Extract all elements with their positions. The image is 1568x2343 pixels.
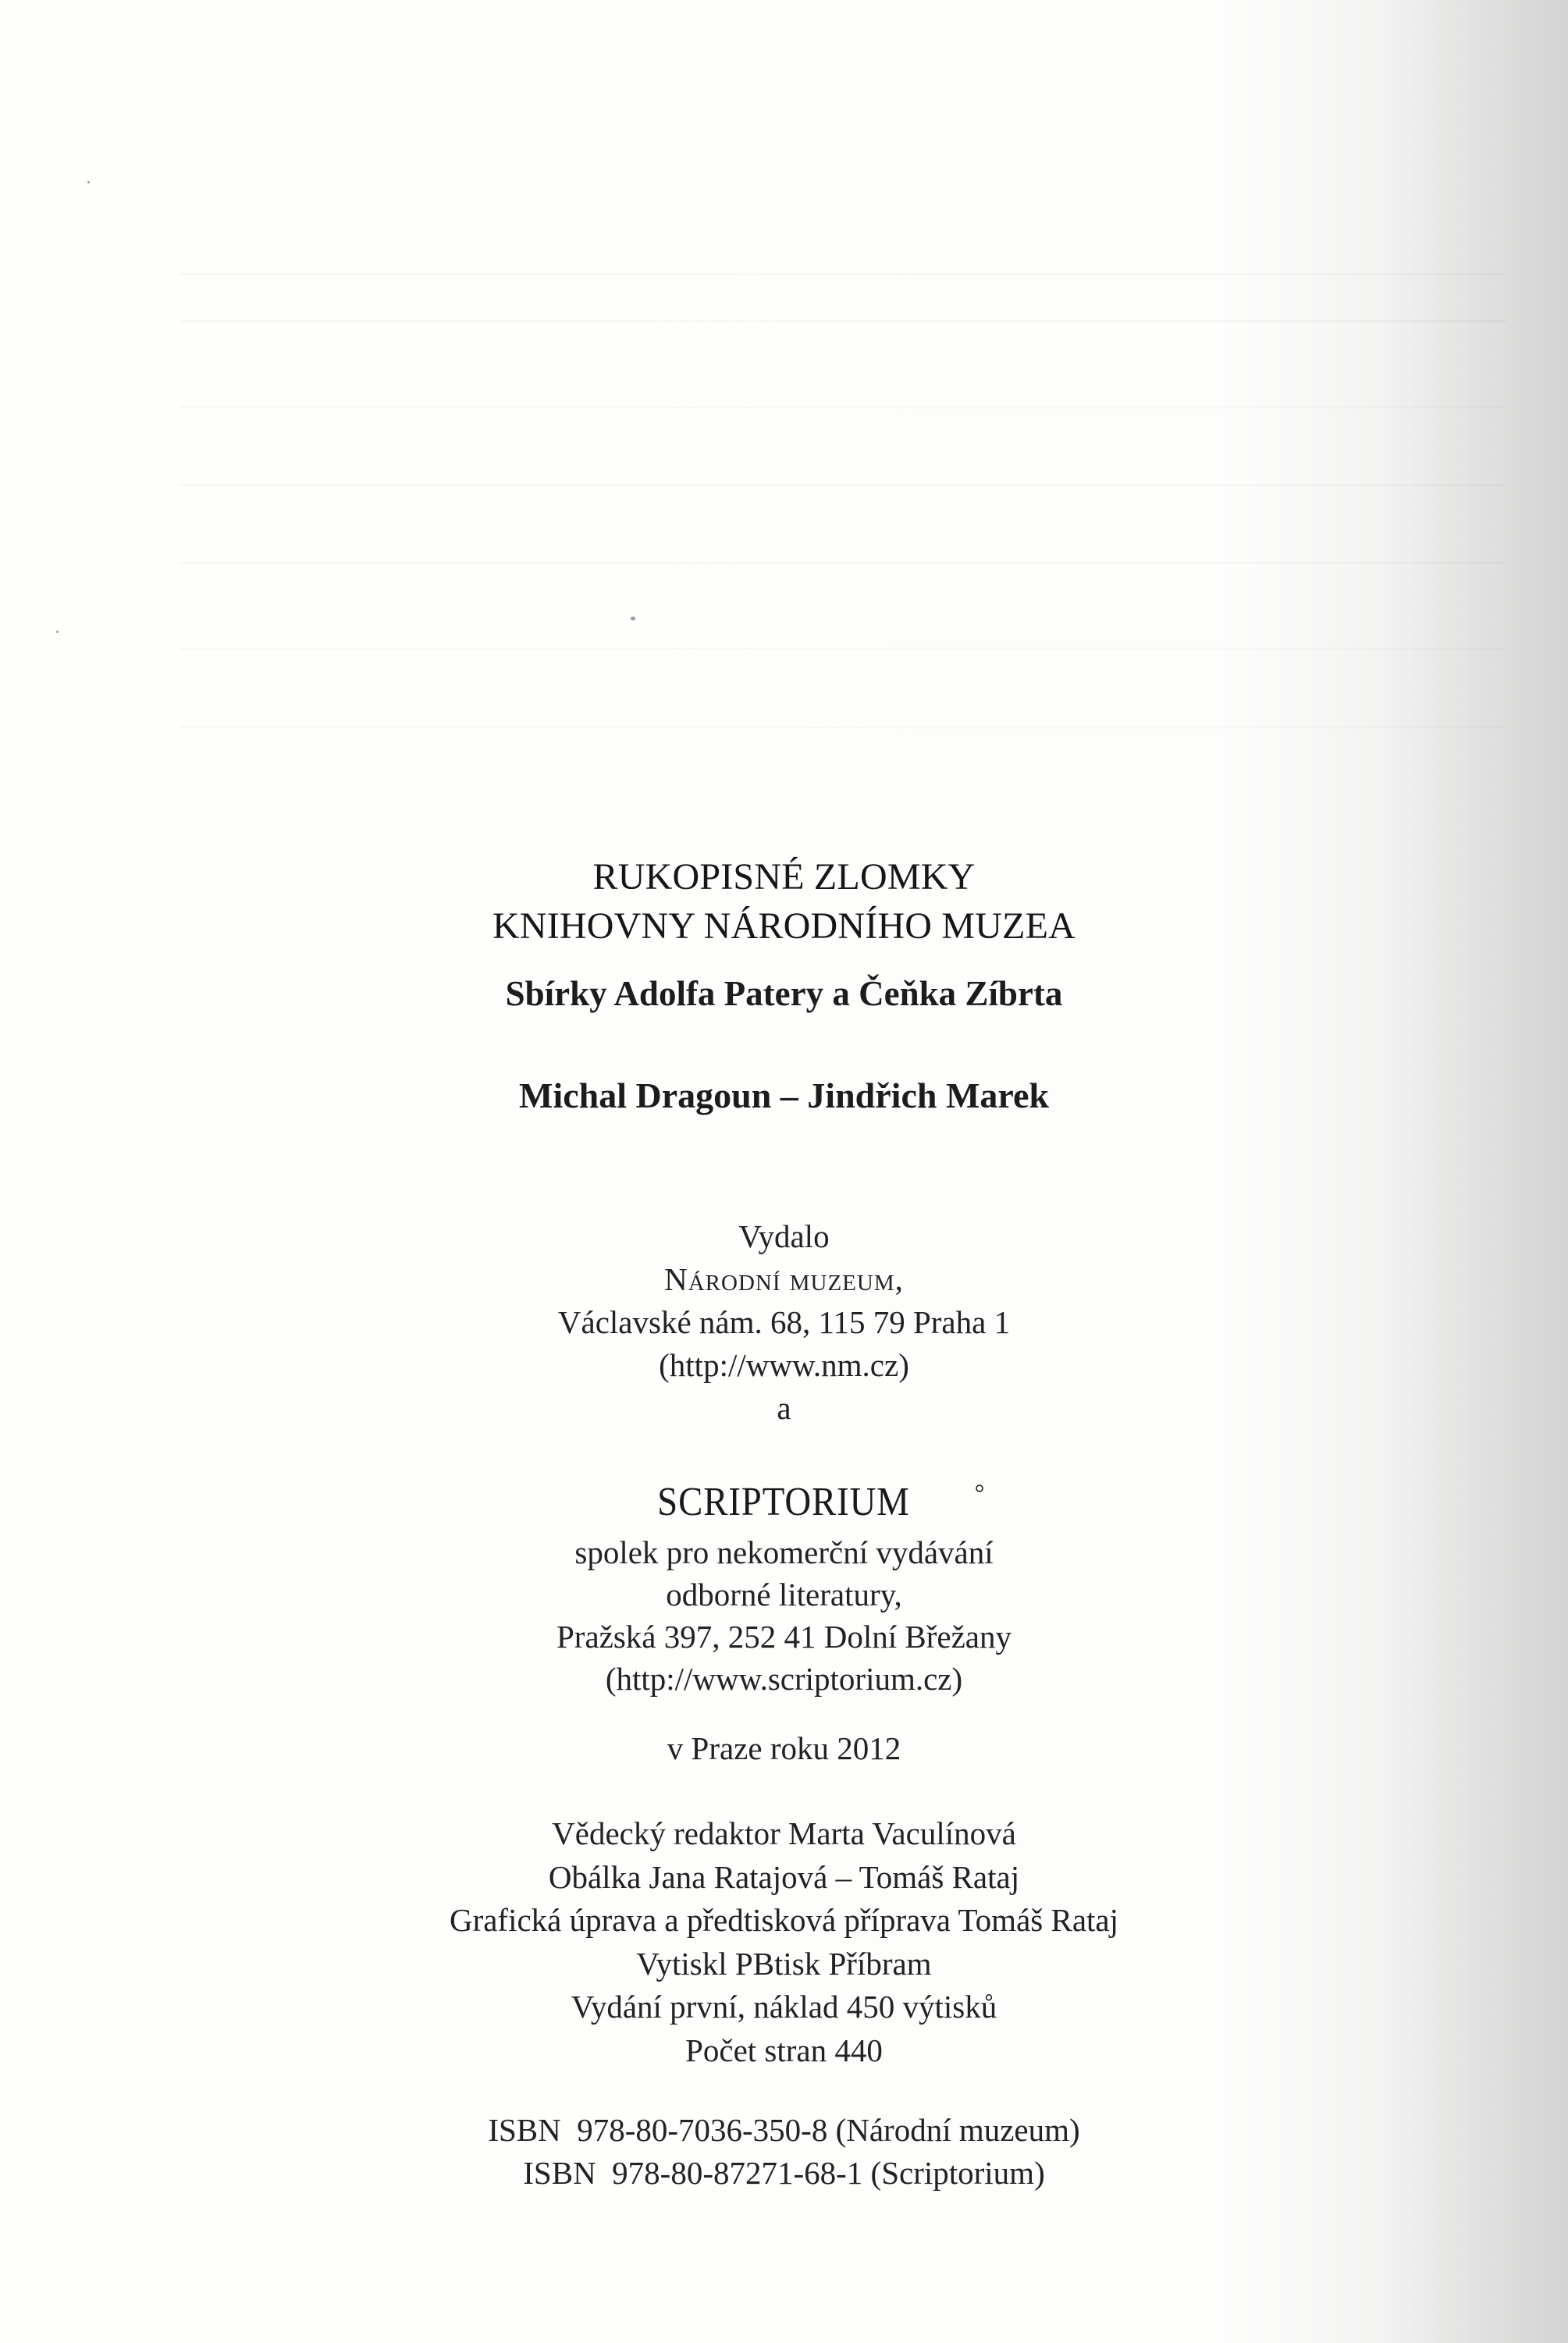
bleed-through-line [180, 726, 1506, 728]
publisher-url: (http://www.nm.cz) [659, 1347, 909, 1383]
conjunction-and: a [777, 1390, 791, 1426]
publisher-name-national-museum: Národní muzeum, [664, 1261, 904, 1297]
book-title [0, 852, 1568, 951]
book-title-line-1: RUKOPISNÉ ZLOMKY [592, 856, 976, 898]
bleed-through-line [180, 648, 1506, 650]
credit-line: Počet stran 440 [685, 2032, 883, 2068]
scriptorium-logo [0, 1471, 1568, 1526]
scriptorium-address: Pražská 397, 252 41 Dolní Břežany [556, 1619, 1012, 1655]
place-year: v Praze roku 2012 [667, 1730, 901, 1766]
book-authors: Michal Dragoun – Jindřich Marek [519, 1076, 1049, 1115]
book-title-line-2: KNIHOVNY NÁRODNÍHO MUZEA [492, 905, 1076, 947]
imprint-block [0, 1215, 1568, 1430]
scriptorium-logo-wordmark: SCRIPTORIUM [657, 1478, 910, 1524]
scriptorium-description [0, 1531, 1568, 1700]
credit-line: Vydání první, náklad 450 výtisků [571, 1989, 997, 2025]
publisher-address: Václavské nám. 68, 115 79 Praha 1 [557, 1304, 1011, 1340]
scriptorium-desc-line-1: spolek pro nekomerční vydávání [574, 1534, 994, 1570]
registered-mark-icon [976, 1485, 983, 1491]
credit-line: Obálka Jana Ratajová – Tomáš Rataj [548, 1858, 1020, 1895]
isbn-line: ISBN 978-80-7036-350-8 (Národní muzeum) [488, 2112, 1080, 2148]
credits-list [0, 1812, 1568, 2072]
bleed-through-line [180, 320, 1506, 322]
dust-speck [631, 617, 635, 620]
bleed-through-line [180, 562, 1506, 564]
dust-speck [87, 181, 90, 183]
book-subtitle: Sbírky Adolfa Patery a Čeňka Zíbrta [505, 974, 1063, 1013]
bleed-through-line [180, 273, 1506, 276]
published-by-label: Vydalo [738, 1218, 830, 1254]
isbn-list [0, 2109, 1568, 2195]
bleed-through-line [180, 406, 1506, 408]
scriptorium-desc-line-2: odborné literatury, [666, 1577, 902, 1612]
bleed-through-line [180, 484, 1506, 486]
dust-speck [56, 631, 59, 633]
credit-line: Vědecký redaktor Marta Vaculínová [552, 1815, 1016, 1851]
credit-line: Grafická úprava a předtisková příprava Tomáš Rataj [449, 1902, 1119, 1938]
scriptorium-url: (http://www.scriptorium.cz) [605, 1661, 963, 1697]
isbn-line: ISBN 978-80-87271-68-1 (Scriptorium) [523, 2155, 1045, 2191]
credit-line: Vytiskl PBtisk Příbram [636, 1945, 932, 1982]
